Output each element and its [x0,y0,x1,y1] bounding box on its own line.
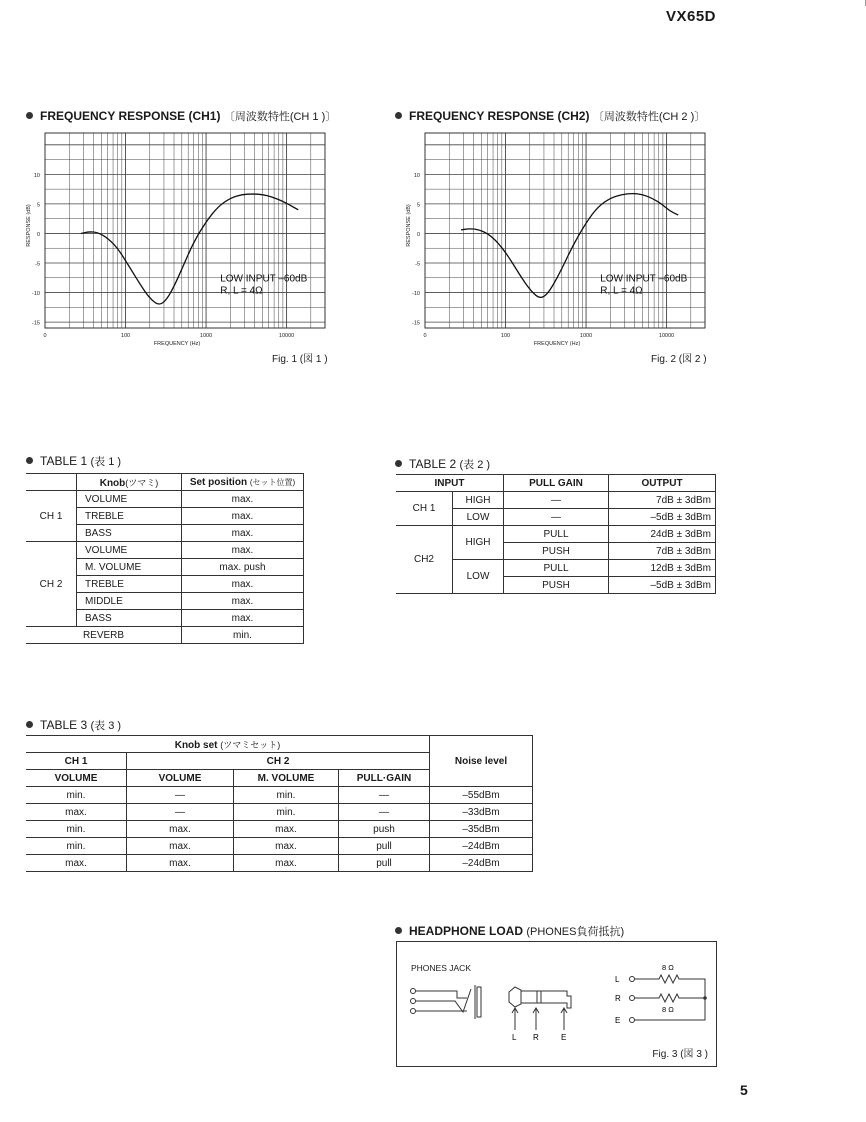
ch2-chart-y-tick: 10 [413,172,420,179]
freq-ch2-title: FREQUENCY RESPONSE (CH2) [409,109,590,123]
ch1-chart-annotation: LOW INPUT –60dB [220,273,308,285]
table2-header-row [396,475,716,492]
fig3-caption: Fig. 3 (図 3 ) [652,1049,708,1060]
table-cell: 24dB ± 3dBm [609,526,716,543]
table-cell: — [504,492,609,509]
table-cell: min. [26,787,127,804]
ch1-chart-y-tick: -15 [32,320,40,327]
table1-header-knob-jp: (ツマミ) [125,477,159,488]
table1-header-knob [77,474,182,491]
table3-title: TABLE 3 [40,718,88,732]
table2-heading [395,456,490,472]
table-row [26,491,304,508]
bullet-icon [26,457,33,464]
table-cell: 7dB ± 3dBm [609,543,716,560]
table1-header-set-jp: (セット位置) [249,477,296,487]
table-cell: VOLUME [77,542,182,559]
ch1-chart-y-tick: 0 [36,231,40,238]
freq-ch1-heading [26,108,336,124]
ch1-chart-series-line [81,194,298,304]
table3-ch1-header: CH 1 [26,753,127,770]
table2-header-pull: PULL GAIN [504,475,609,492]
headphone-title: HEADPHONE LOAD [409,924,524,938]
ch1-chart-x-tick: 100 [120,333,131,339]
table-cell: –5dB ± 3dBm [609,577,716,594]
jack-wire [416,991,468,998]
ch2-chart-y-tick: -5 [415,261,420,268]
ch2-chart-y-label: RESPONSE (dB) [406,204,412,247]
table-cell: MIDDLE [77,593,182,610]
bullet-icon [395,112,402,119]
resistor-r-icon [635,994,706,1002]
ch1-chart-x-tick: 10000 [278,333,295,339]
table1-header-set-text: Set position [189,476,248,488]
table-cell: max. [182,542,304,559]
table-cell: min. [182,627,304,644]
table-cell: max. [182,610,304,627]
table-row [26,804,533,821]
table1-header-knob-text: Knob [99,477,126,489]
table-cell: –5dB ± 3dBm [609,509,716,526]
ch1-chart-y-tick: 5 [36,202,40,209]
table-cell: max. [26,855,127,872]
headphone-diagram-box [396,941,717,1067]
jack-body-icon [477,987,481,1017]
freq-ch2-title-jp: 〔周波数特性(CH 2 )〕 [592,111,706,123]
table-row [26,838,533,855]
table-cell: PULL [504,560,609,577]
table3-noise-header: Noise level [430,736,533,787]
table-cell: PULL [504,526,609,543]
pin-e-label: E [561,1033,567,1042]
ch1-chart-y-tick: -5 [35,261,40,268]
table-cell: — [127,804,234,821]
table-cell: PUSH [504,543,609,560]
table-cell: VOLUME [77,491,182,508]
fig2-caption: Fig. 2 (図 2 ) [651,354,707,365]
table-cell: HIGH [453,492,504,509]
table3-col-header: VOLUME [26,770,127,787]
table-row [396,492,716,509]
plug-body-icon [521,991,571,1008]
table-cell: max. [26,804,127,821]
table-row [26,542,304,559]
table-cell: REVERB [26,627,182,644]
table-cell: max. [127,838,234,855]
table-cell: –24dBm [430,838,533,855]
table-cell: 7dB ± 3dBm [609,492,716,509]
table-row [26,855,533,872]
table3-knob-set-text: Knob set [174,739,218,751]
bullet-icon [395,927,402,934]
table-cell: min. [26,838,127,855]
table3-col-header: M. VOLUME [234,770,339,787]
table-cell: pull [339,838,430,855]
table-cell: PUSH [504,577,609,594]
table-row [396,526,716,543]
freq-ch2-chart [398,128,728,353]
table-cell: –33dBm [430,804,533,821]
plug-tip-icon [509,987,521,1007]
table1-title: TABLE 1 [40,454,88,468]
ch1-chart-y-tick: 10 [33,172,40,179]
page-number: 5 [740,1082,748,1098]
table-cell: LOW [453,560,504,594]
jack-terminal-icon [411,999,416,1004]
table-cell: max. [234,821,339,838]
ch1-chart-x-label: FREQUENCY (Hz) [153,341,201,347]
table3-heading [26,717,121,733]
table1-title-jp: (表 1 ) [90,456,122,468]
freq-ch2-heading [395,108,705,124]
ch1-chart-y-tick: -10 [32,291,40,298]
table-cell: 12dB ± 3dBm [609,560,716,577]
table-cell: LOW [453,509,504,526]
table-cell: max. [182,593,304,610]
table-cell: –55dBm [430,787,533,804]
junction-dot-icon [703,996,707,1000]
table1 [26,473,304,644]
fig1-caption: Fig. 1 (図 1 ) [272,354,328,365]
table-cell: max. [234,838,339,855]
ch2-chart-y-tick: 0 [416,231,420,238]
table1-ch2-label: CH 2 [26,542,77,627]
table-row [26,821,533,838]
terminal-r-icon [630,996,635,1001]
pin-r-label: R [533,1033,539,1042]
terminal-r-label: R [615,994,621,1003]
ch1-chart-y-label: RESPONSE (dB) [26,204,32,247]
table-cell: min. [234,787,339,804]
table2-ch1-label: CH 1 [396,492,453,526]
table1-header-empty [26,474,77,491]
table1-heading [26,453,121,469]
table2-header-input: INPUT [396,475,504,492]
table-cell: M. VOLUME [77,559,182,576]
jack-terminal-icon [411,1009,416,1014]
table-cell: max. [182,491,304,508]
table-cell: — [127,787,234,804]
table-cell: BASS [77,525,182,542]
terminal-l-icon [630,977,635,982]
jack-wire [416,989,472,1012]
table-cell: max. [182,508,304,525]
table3-header-row [26,736,533,753]
table-cell: TREBLE [77,576,182,593]
table2-title-jp: (表 2 ) [459,459,491,471]
table2-ch2-label: CH2 [396,526,453,594]
ch1-chart-x-tick: 1000 [199,333,213,339]
table-cell: — [339,804,430,821]
ch1-chart-x-tick: 0 [43,333,47,339]
table-cell: min. [234,804,339,821]
ch2-chart-y-tick: 5 [416,202,420,209]
ch2-chart-y-tick: -10 [412,291,420,298]
bullet-icon [395,460,402,467]
model-name: VX65D [665,8,716,25]
table3-title-jp: (表 3 ) [90,720,122,732]
table-cell: –35dBm [430,821,533,838]
table-cell: — [504,509,609,526]
table3-ch2-header: CH 2 [127,753,430,770]
table-row [26,627,304,644]
ch2-chart-x-tick: 10000 [658,333,675,339]
ch2-chart-annotation: R, L = 4Ω [600,285,643,297]
table3-knob-set [26,736,430,753]
ch2-chart-x-label: FREQUENCY (Hz) [533,341,581,347]
headphone-heading [395,923,624,939]
table-cell: HIGH [453,526,504,560]
resistor-r-value: 8 Ω [662,1005,674,1014]
freq-ch1-title-jp: 〔周波数特性(CH 1 )〕 [223,111,337,123]
table-cell: max. [182,525,304,542]
table1-header-set [182,474,304,491]
table-cell: TREBLE [77,508,182,525]
terminal-e-icon [630,1018,635,1023]
table-cell: push [339,821,430,838]
table-cell: –24dBm [430,855,533,872]
pin-l-label: L [512,1033,517,1042]
jack-terminal-icon [411,989,416,994]
phones-jack-label: PHONES JACK [411,963,471,973]
headphone-title-jp: (PHONES負荷抵抗) [526,926,625,938]
table3-col-header: PULL·GAIN [339,770,430,787]
table-cell: max. push [182,559,304,576]
table-cell: BASS [77,610,182,627]
table-cell: max. [182,576,304,593]
ch1-chart-annotation: R, L = 4Ω [220,285,263,297]
bullet-icon [26,112,33,119]
table-cell: — [339,787,430,804]
table1-header-row [26,474,304,491]
ch2-chart-annotation: LOW INPUT –60dB [600,273,688,285]
ch2-chart-x-tick: 0 [423,333,427,339]
resistor-l-value: 8 Ω [662,963,674,972]
freq-ch1-title: FREQUENCY RESPONSE (CH1) [40,109,221,123]
table-cell: max. [127,855,234,872]
ch2-chart-x-tick: 1000 [579,333,593,339]
bullet-icon [26,721,33,728]
table2 [396,474,716,594]
table2-title: TABLE 2 [409,457,457,471]
terminal-l-label: L [615,975,620,984]
freq-ch1-chart [18,128,348,353]
table-cell: max. [127,821,234,838]
ch2-chart-x-tick: 100 [500,333,511,339]
table3-col-header: VOLUME [127,770,234,787]
table-cell: pull [339,855,430,872]
table2-header-output: OUTPUT [609,475,716,492]
terminal-e-label: E [615,1016,621,1025]
table-cell: min. [26,821,127,838]
table1-ch1-label: CH 1 [26,491,77,542]
table-row [26,787,533,804]
ch2-chart-y-tick: -15 [412,320,420,327]
table3-knob-set-jp: (ツマミセット) [220,739,281,750]
table3 [26,735,533,872]
table-cell: max. [234,855,339,872]
